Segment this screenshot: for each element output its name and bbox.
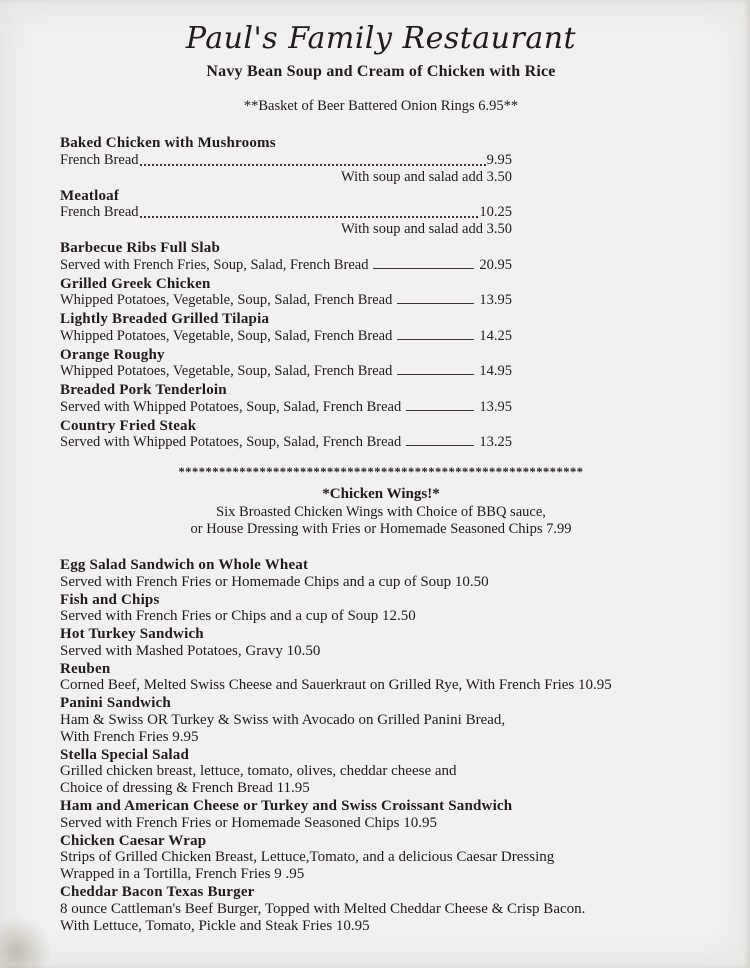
entree-item	[60, 240, 512, 274]
chicken-wings-desc-line: Six Broasted Chicken Wings with Choice of BBQ sauce,	[216, 504, 546, 520]
entree-desc: Whipped Potatoes, Vegetable, Soup, Salad, French Bread	[60, 363, 393, 379]
entree-price: 14.95	[479, 363, 512, 379]
entree-price-row	[60, 399, 512, 416]
sandwich-item	[60, 695, 702, 746]
asterisk-divider: ************************************************************	[178, 465, 584, 479]
sandwiches-section	[60, 557, 702, 935]
entree-desc: Served with French Fries, Soup, Salad, French Bread	[60, 256, 369, 273]
entree-desc: French Bread	[60, 151, 139, 168]
entree-item	[60, 311, 512, 345]
dash-leader	[406, 410, 474, 411]
sandwich-name: Hot Turkey Sandwich	[60, 626, 204, 642]
entree-price-row	[60, 363, 512, 380]
entree-price: 20.95	[479, 256, 512, 273]
chicken-wings-title: *Chicken Wings!*	[322, 486, 440, 502]
sandwich-item	[60, 798, 702, 832]
special-offer-line: **Basket of Beer Battered Onion Rings 6.95**	[243, 98, 519, 114]
entree-price-row	[60, 152, 512, 169]
entree-name: Lightly Breaded Grilled Tilapia	[60, 311, 270, 327]
sandwich-name: Cheddar Bacon Texas Burger	[60, 884, 255, 900]
entree-price-row	[60, 257, 512, 274]
entree-price: 9.95	[486, 151, 512, 168]
entree-price: 10.25	[479, 204, 512, 220]
entree-desc: Served with Whipped Potatoes, Soup, Salad, French Bread	[60, 398, 402, 415]
restaurant-title: Paul's Family Restaurant	[185, 21, 577, 56]
sandwich-item	[60, 884, 702, 935]
entree-name: Orange Roughy	[60, 346, 165, 363]
sandwich-desc: With Lettuce, Tomato, Pickle and Steak Fries 10.95	[60, 917, 370, 934]
entree-item	[60, 347, 512, 381]
sandwich-name: Egg Salad Sandwich on Whole Wheat	[60, 557, 309, 573]
sandwich-name: Fish and Chips	[60, 591, 160, 608]
sandwich-item	[60, 557, 702, 591]
sandwich-desc: Ham & Swiss OR Turkey & Swiss with Avocado on Grilled Panini Bread,	[60, 711, 506, 728]
sandwich-item	[60, 592, 702, 626]
dash-leader	[397, 374, 474, 375]
sandwich-desc: Grilled chicken breast, lettuce, tomato, olives, cheddar cheese and	[60, 763, 457, 779]
sandwich-desc: Corned Beef, Melted Swiss Cheese and Sauerkraut on Grilled Rye, With French Fries 10.95	[60, 677, 612, 693]
dash-leader	[373, 268, 474, 269]
dash-leader	[406, 445, 474, 446]
entree-item	[60, 135, 512, 186]
dot-leader	[140, 216, 479, 218]
entree-price: 13.25	[479, 434, 512, 450]
entree-desc: French Bread	[60, 204, 139, 220]
entree-desc: Whipped Potatoes, Vegetable, Soup, Salad, French Bread	[60, 292, 393, 308]
sandwich-item	[60, 661, 702, 695]
sandwich-name: Ham and American Cheese or Turkey and Swiss Croissant Sandwich	[60, 798, 513, 814]
sandwich-name: Panini Sandwich	[60, 695, 171, 711]
sandwich-desc: Served with Mashed Potatoes, Gravy 10.50	[60, 642, 321, 659]
sandwich-item	[60, 833, 702, 884]
entree-item	[60, 188, 512, 239]
entree-note: With soup and salad add 3.50	[341, 168, 512, 185]
dot-leader	[140, 164, 486, 166]
entree-price-row	[60, 434, 512, 451]
sandwich-desc: Wrapped in a Tortilla, French Fries 9 .95	[60, 866, 305, 882]
entree-name: Breaded Pork Tenderloin	[60, 382, 227, 398]
sandwich-name: Stella Special Salad	[60, 746, 190, 763]
entree-item	[60, 382, 512, 416]
entree-name: Barbecue Ribs Full Slab	[60, 240, 221, 256]
dash-leader	[397, 339, 474, 340]
daily-soup-subtitle: Navy Bean Soup and Cream of Chicken with Rice	[206, 63, 556, 80]
entree-name: Country Fried Steak	[60, 417, 197, 434]
entree-price: 14.25	[479, 327, 512, 344]
entree-item	[60, 418, 512, 452]
entrees-section	[60, 135, 512, 451]
sandwich-desc: With French Fries 9.95	[60, 728, 199, 745]
entree-desc: Whipped Potatoes, Vegetable, Soup, Salad, French Bread	[60, 327, 393, 344]
chicken-wings-desc-line: or House Dressing with Fries or Homemade Seasoned Chips 7.99	[190, 520, 572, 537]
entree-name: Meatloaf	[60, 187, 120, 204]
entree-name: Baked Chicken with Mushrooms	[60, 135, 276, 151]
sandwich-item	[60, 626, 702, 660]
entree-price: 13.95	[479, 398, 512, 415]
sandwich-desc: Served with French Fries or Homemade Seasoned Chips 10.95	[60, 814, 438, 831]
entree-desc: Served with Whipped Potatoes, Soup, Salad, French Bread	[60, 434, 402, 450]
sandwich-item	[60, 747, 702, 798]
entree-note: With soup and salad add 3.50	[341, 221, 512, 237]
sandwich-desc: Served with French Fries or Homemade Chips and a cup of Soup 10.50	[60, 573, 489, 590]
entree-price-row	[60, 328, 512, 345]
entree-price-row	[60, 292, 512, 309]
sandwich-desc: 8 ounce Cattleman's Beef Burger, Topped with Melted Cheddar Cheese & Crisp Bacon.	[60, 900, 586, 917]
sandwich-desc: Strips of Grilled Chicken Breast, Lettuce,Tomato, and a delicious Caesar Dressing	[60, 849, 555, 865]
sandwich-name: Reuben	[60, 660, 111, 677]
entree-price: 13.95	[479, 292, 512, 308]
entree-price-row	[60, 204, 512, 221]
sandwich-desc: Choice of dressing & French Bread 11.95	[60, 780, 310, 796]
chicken-wings-section	[60, 485, 702, 537]
dash-leader	[397, 303, 474, 304]
entree-item	[60, 276, 512, 310]
sandwich-desc: Served with French Fries or Chips and a cup of Soup 12.50	[60, 608, 416, 624]
entree-name: Grilled Greek Chicken	[60, 275, 211, 292]
sandwich-name: Chicken Caesar Wrap	[60, 832, 207, 849]
